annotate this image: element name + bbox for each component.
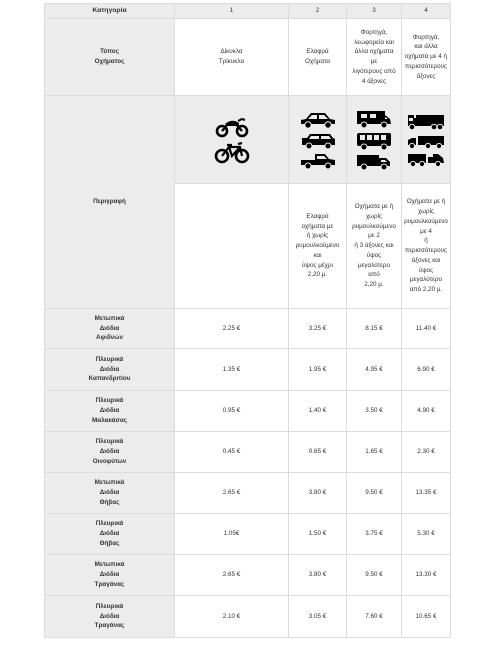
price-cell: 9.50 € — [347, 473, 402, 514]
pickup-truck-icon — [299, 152, 337, 170]
category-1: 1 — [175, 4, 289, 19]
car-icon — [299, 110, 337, 130]
price-cell: 6.90 € — [402, 349, 451, 391]
toll-station-label: Πλευρικά Διόδια Τραγάνας — [45, 596, 175, 638]
price-cell: 3.50 € — [347, 391, 402, 432]
vehicle-icons-row — [45, 96, 451, 184]
price-cell: 10.65 € — [402, 596, 451, 638]
truck-trailer-icon — [406, 112, 446, 132]
price-cell: 0.45 € — [175, 432, 289, 473]
vehicle-type-4: Φορτηγά, και άλλα οχήματα με 4 ή περισσότερους άξονες — [402, 19, 451, 96]
price-cell: 1.05€ — [175, 514, 289, 555]
toll-station-label: Μετωπικά Διόδια Τραγάνας — [45, 555, 175, 596]
toll-station-label: Πλευρικά Διόδια Μαλακάσας — [45, 391, 175, 432]
price-cell: 2.10 € — [175, 596, 289, 638]
price-cell: 3.80 € — [289, 473, 347, 514]
table-row — [45, 473, 451, 514]
vehicle-type-label: Τύπος Οχήματος — [45, 19, 175, 96]
price-cell: 11.40 € — [402, 309, 451, 349]
category-header-label: Κατηγορία — [45, 4, 175, 19]
vehicle-type-3: Φορτηγά, λεωφορεία και άλλα οχήματα με λιγότερους από 4 άξονες — [347, 19, 402, 96]
price-cell: 3.05 € — [289, 596, 347, 638]
price-cell: 2.65 € — [175, 473, 289, 514]
description-1 — [175, 184, 289, 309]
long-truck-icon — [406, 152, 446, 168]
table-row — [45, 555, 451, 596]
price-cell: 0.65 € — [289, 432, 347, 473]
category-2: 2 — [289, 4, 347, 19]
price-cell: 2.25 € — [175, 309, 289, 349]
cat3-icons — [347, 96, 402, 184]
price-cell: 3.80 € — [289, 555, 347, 596]
toll-station-label: Πλευρικά Διόδια Καπανδριτίου — [45, 349, 175, 391]
small-truck-icon — [355, 153, 393, 171]
table-row — [45, 391, 451, 432]
table-row — [45, 432, 451, 473]
category-3: 3 — [347, 4, 402, 19]
motorcycle-icon — [214, 116, 250, 138]
table-row — [45, 596, 451, 638]
price-cell: 0.95 € — [175, 391, 289, 432]
description-4: Οχήματα με ή χωρίς ρυμουλκούμενο με 4 ή περισσότερους άξονες και ύψος μεγαλύτερο από 2,20 μ. — [402, 184, 451, 309]
toll-station-label: Μετωπικά Διόδια Θήβας — [45, 473, 175, 514]
truck-with-trailer-icon — [406, 134, 446, 150]
cat1-icons — [175, 96, 289, 184]
price-cell: 4.95 € — [347, 349, 402, 391]
price-cell: 5.30 € — [402, 514, 451, 555]
price-cell: 3.25 € — [289, 309, 347, 349]
bus-icon — [355, 131, 393, 151]
vehicle-type-2: Ελαφρά Οχήματα — [289, 19, 347, 96]
price-cell: 13.30 € — [402, 555, 451, 596]
price-cell: 7.60 € — [347, 596, 402, 638]
toll-station-label: Μετωπικά Διόδια Αφιδνών — [45, 309, 175, 349]
suv-icon — [300, 132, 336, 150]
vehicle-type-1: Δίκυκλα Τρίκυκλα — [175, 19, 289, 96]
table-row — [45, 309, 451, 349]
price-cell: 1.95 € — [289, 349, 347, 391]
price-cell: 1.35 € — [175, 349, 289, 391]
table-row — [45, 514, 451, 555]
toll-station-label: Πλευρικά Διόδια Οινοφύτων — [45, 432, 175, 473]
price-cell: 8.15 € — [347, 309, 402, 349]
category-4: 4 — [402, 4, 451, 19]
description-3: Οχήματα με ή χωρίς ρυμουλκούμενο με 2 ή 3 άξονες και ύψος μεγαλύτερο από 2,20 μ. — [347, 184, 402, 309]
price-cell: 1.65 € — [347, 432, 402, 473]
cat2-icons — [289, 96, 347, 184]
toll-station-label: Πλευρικά Διόδια Θήβας — [45, 514, 175, 555]
vehicle-type-row — [45, 19, 451, 96]
cat4-icons — [402, 96, 451, 184]
price-cell: 2.65 € — [175, 555, 289, 596]
table-row — [45, 349, 451, 391]
price-cell: 4.90 € — [402, 391, 451, 432]
price-cell: 1.50 € — [289, 514, 347, 555]
category-header-row — [45, 4, 451, 19]
price-cell: 13.35 € — [402, 473, 451, 514]
description-label: Περιγραφή — [45, 96, 175, 309]
price-cell: 3.75 € — [347, 514, 402, 555]
toll-price-table — [44, 3, 451, 638]
camper-van-icon — [355, 109, 393, 129]
price-cell: 2.30 € — [402, 432, 451, 473]
bicycle-icon — [214, 140, 250, 164]
description-2: Ελαφρά οχήματα με ή χωρίς ρυμουλκούμενο και ύψος μέχρι 2,20 μ. — [289, 184, 347, 309]
price-cell: 9.50 € — [347, 555, 402, 596]
price-cell: 1.40 € — [289, 391, 347, 432]
